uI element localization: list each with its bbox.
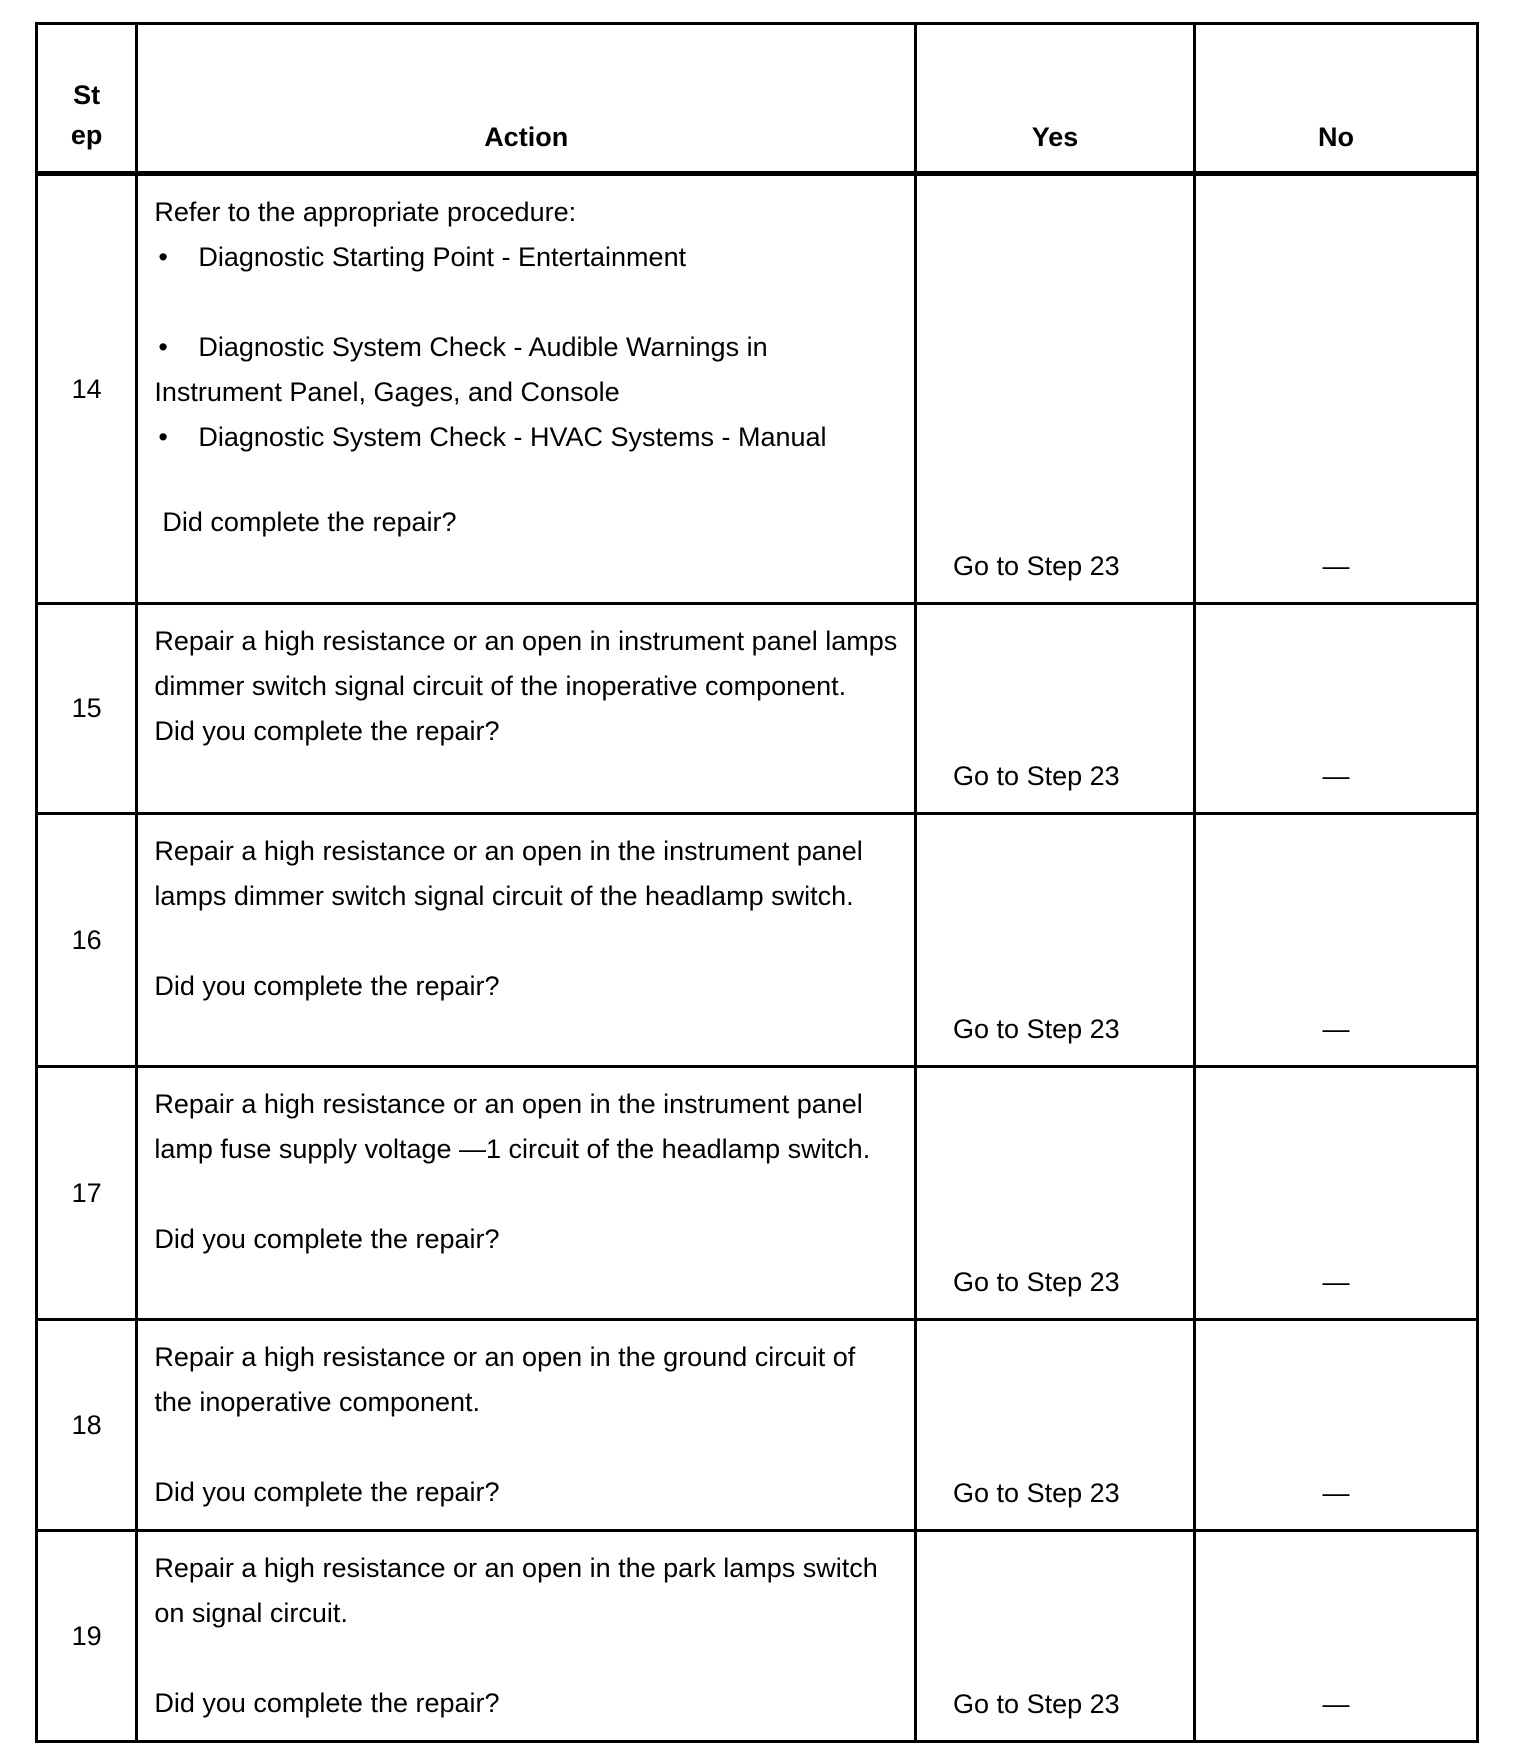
diagnostic-table <box>35 22 1479 1743</box>
yes-link[interactable]: Go to Step 23 <box>916 174 1195 604</box>
step-number: 15 <box>37 604 137 814</box>
action-question: Did you complete the repair? <box>154 716 500 746</box>
no-value: — <box>1194 1067 1477 1320</box>
table-row <box>37 174 1478 604</box>
yes-link[interactable]: Go to Step 23 <box>916 1531 1195 1742</box>
bullet-item <box>154 325 898 415</box>
action-question: Did you complete the repair? <box>154 1688 500 1718</box>
spacer <box>154 1636 898 1681</box>
bullet-icon: • <box>158 422 168 452</box>
spacer <box>154 460 898 500</box>
bullet-icon: • <box>158 242 168 272</box>
bullet-link-audible-warnings[interactable]: Diagnostic System Check - Audible Warnings in Instrument Panel, Gages, and Console <box>154 332 768 407</box>
table-row <box>37 1320 1478 1531</box>
header-row <box>37 24 1478 174</box>
spacer <box>154 919 898 964</box>
action-text: Repair a high resistance or an open in the instrument panel lamps dimmer switch signal circuit of the headlamp switch. <box>154 836 863 911</box>
table-row <box>37 1067 1478 1320</box>
spacer <box>154 1425 898 1470</box>
bullet-icon: • <box>158 332 168 362</box>
action-question: Did complete the repair? <box>162 507 457 537</box>
no-value: — <box>1194 604 1477 814</box>
action-text: Repair a high resistance or an open in instrument panel lamps dimmer switch signal circuit of the inoperative component. <box>154 626 898 701</box>
yes-link[interactable]: Go to Step 23 <box>916 1320 1195 1531</box>
action-intro: Refer to the appropriate procedure: <box>154 197 577 227</box>
no-value: — <box>1194 1531 1477 1742</box>
bullet-link-hvac[interactable]: Diagnostic System Check - HVAC Systems - Manual <box>198 422 827 452</box>
no-value: — <box>1194 174 1477 604</box>
step-number: 18 <box>37 1320 137 1531</box>
action-cell <box>137 1067 916 1320</box>
action-cell <box>137 1531 916 1742</box>
step-number: 19 <box>37 1531 137 1742</box>
bullet-item <box>154 415 898 460</box>
action-question: Did you complete the repair? <box>154 1477 500 1507</box>
bullet-item <box>154 235 898 280</box>
action-text: Repair a high resistance or an open in the ground circuit of the inoperative component. <box>154 1342 856 1417</box>
bullet-link-entertainment[interactable]: Diagnostic Starting Point - Entertainment <box>198 242 687 272</box>
action-cell <box>137 604 916 814</box>
action-text: Repair a high resistance or an open in the instrument panel lamp fuse supply voltage —1 circuit of the headlamp switch. <box>154 1089 871 1164</box>
header-step <box>37 24 137 174</box>
action-question: Did you complete the repair? <box>154 971 500 1001</box>
header-action: Action <box>137 24 916 174</box>
header-step-line-2: ep <box>70 120 103 150</box>
step-number: 17 <box>37 1067 137 1320</box>
spacer <box>154 280 898 325</box>
yes-link[interactable]: Go to Step 23 <box>916 1067 1195 1320</box>
yes-link[interactable]: Go to Step 23 <box>916 814 1195 1067</box>
spacer <box>154 1172 898 1217</box>
yes-link[interactable]: Go to Step 23 <box>916 604 1195 814</box>
table-row <box>37 1531 1478 1742</box>
action-cell <box>137 814 916 1067</box>
header-no: No <box>1194 24 1477 174</box>
step-number: 14 <box>37 174 137 604</box>
no-value: — <box>1194 1320 1477 1531</box>
action-text: Repair a high resistance or an open in the park lamps switch on signal circuit. <box>154 1553 878 1628</box>
table-row <box>37 604 1478 814</box>
action-cell <box>137 1320 916 1531</box>
table-row <box>37 814 1478 1067</box>
action-question: Did you complete the repair? <box>154 1224 500 1254</box>
no-value: — <box>1194 814 1477 1067</box>
step-number: 16 <box>37 814 137 1067</box>
header-step-line-1: St <box>73 80 101 110</box>
action-cell <box>137 174 916 604</box>
header-yes: Yes <box>916 24 1195 174</box>
